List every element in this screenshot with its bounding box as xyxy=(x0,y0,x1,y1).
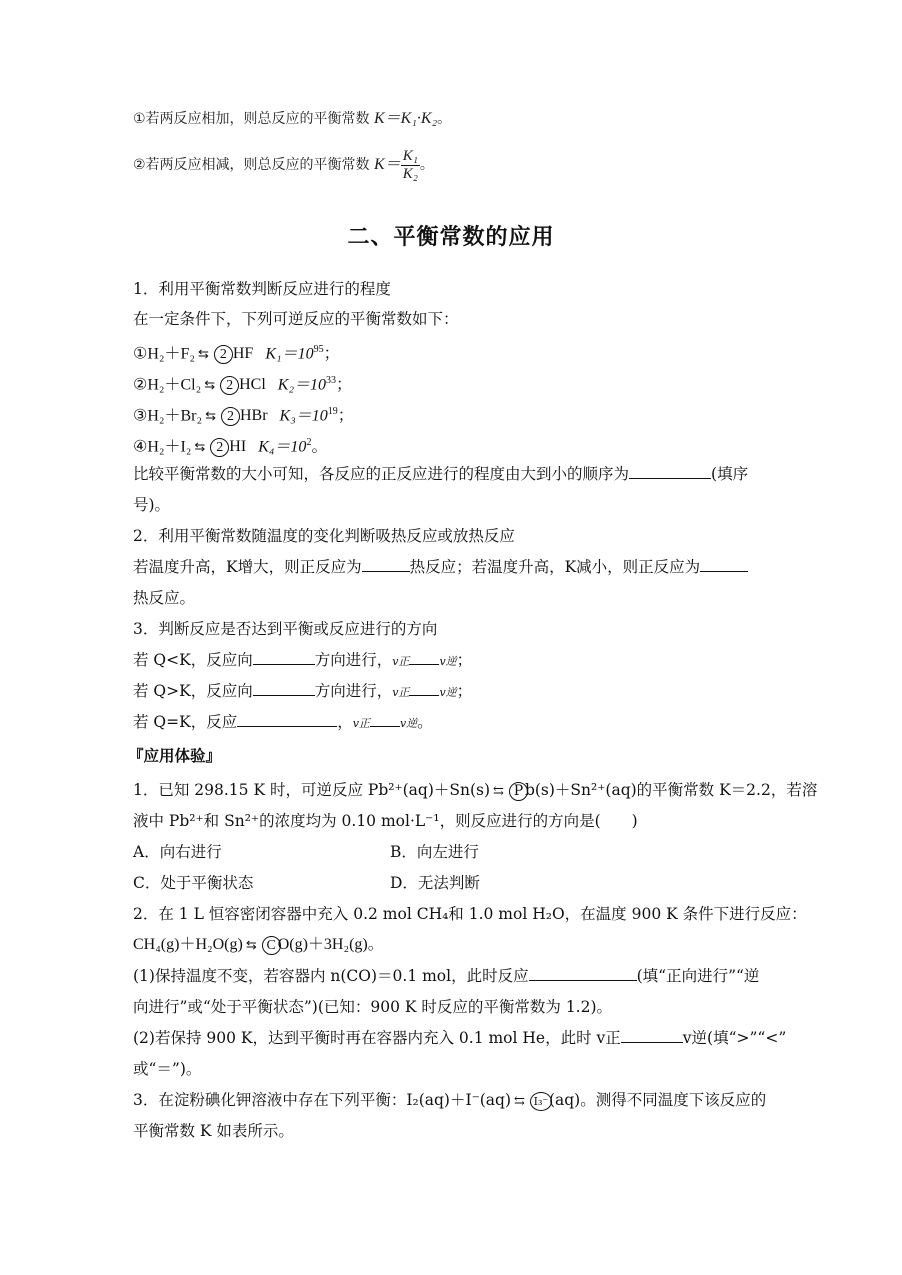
q2-sub2 xyxy=(133,1027,786,1049)
part1-question xyxy=(133,463,748,485)
part2-text-b: 热反应；若温度升高，K减小，则正反应为 xyxy=(409,558,701,576)
row-v2: v逆 xyxy=(439,686,457,699)
reaction-left: H₂＋F₂ xyxy=(147,345,195,363)
rule-2-suffix: 。 xyxy=(419,157,434,173)
reaction-num: ① xyxy=(133,345,148,363)
reaction-k: K₂＝10 xyxy=(277,376,327,394)
q2-sub1 xyxy=(133,965,759,987)
reaction-right: HCl xyxy=(239,376,266,394)
reaction-left: H₂＋I₂ xyxy=(147,438,192,456)
q3-line2: 平衡常数 K 如表所示。 xyxy=(133,1122,294,1140)
q2-eq-right: O(g)＋3H₂(g)。 xyxy=(277,936,384,953)
rule-1-formula: K＝K₁·K₂ xyxy=(374,110,438,127)
part3-row-1 xyxy=(133,649,472,673)
row-end: ； xyxy=(456,682,473,700)
rule-2-prefix: ②若两反应相减，则总反应的平衡常数 xyxy=(133,157,374,173)
part1-intro: 在一定条件下，下列可逆反应的平衡常数如下： xyxy=(133,310,459,328)
reaction-num: ② xyxy=(133,376,148,394)
q2-sub2-b: v逆(填“>”“<” xyxy=(682,1029,787,1047)
reaction-coef: 2 xyxy=(214,345,233,364)
q1-option-b[interactable]: B．向左进行 xyxy=(390,843,479,861)
reaction-right: HBr xyxy=(239,407,268,425)
rule-1 xyxy=(133,108,451,130)
answer-blank[interactable] xyxy=(237,712,337,727)
row-v1: v正 xyxy=(352,717,370,730)
part2-line2: 热反应。 xyxy=(133,589,196,607)
equilibrium-arrow-icon: ⇆ xyxy=(194,439,206,455)
reaction-exp: 19 xyxy=(327,406,338,417)
part3-heading: 3．判断反应是否达到平衡或反应进行的方向 xyxy=(133,620,438,638)
q2-sub1-b: (填“正向进行”“逆 xyxy=(636,967,760,985)
row-mid: 方向进行， xyxy=(314,682,393,700)
reaction-exp: 33 xyxy=(326,375,337,386)
equilibrium-arrow-icon: ⇆ xyxy=(245,937,257,952)
reaction-coef: 2 xyxy=(220,376,239,395)
q3-circ: I₃⁻ xyxy=(530,1092,552,1111)
part1-heading: 1．利用平衡常数判断反应进行的程度 xyxy=(133,280,391,298)
q3-line1 xyxy=(133,1089,766,1113)
q1-text-b: b(s)＋Sn²⁺(aq)的平衡常数 K＝2.2，若溶 xyxy=(524,781,818,799)
reaction-k: K₄＝10 xyxy=(258,438,307,456)
reaction-k: K₁＝10 xyxy=(265,345,314,363)
rule-2-denominator: K₂ xyxy=(402,165,418,182)
reaction-num: ③ xyxy=(133,407,148,425)
answer-blank[interactable] xyxy=(409,650,439,665)
q2-sub2-a: (2)若保持 900 K，达到平衡时再在容器内充入 0.1 mol He，此时 v正 xyxy=(133,1029,621,1047)
row-cond: 若 Q=K，反应 xyxy=(133,713,238,731)
part2-heading: 2．利用平衡常数随温度的变化判断吸热反应或放热反应 xyxy=(133,527,515,545)
reaction-coef: 2 xyxy=(221,407,240,426)
experience-heading: 『应用体验』 xyxy=(128,746,222,765)
q1-line2: 液中 Pb²⁺和 Sn²⁺的浓度均为 0.10 mol·L⁻¹，则反应进行的方向是( ) xyxy=(133,812,638,830)
q1-option-c[interactable]: C．处于平衡状态 xyxy=(133,874,254,892)
answer-blank[interactable] xyxy=(409,681,439,696)
reaction-right: HI xyxy=(229,438,247,456)
equilibrium-arrow-icon: ⇆ xyxy=(197,346,209,362)
answer-blank[interactable] xyxy=(700,557,748,572)
reaction-left: H₂＋Cl₂ xyxy=(147,376,202,394)
row-mid: ， xyxy=(337,713,353,731)
rule-1-prefix: ①若两反应相加，则总反应的平衡常数 xyxy=(133,111,374,127)
rule-2-numerator: K₁ xyxy=(402,147,418,164)
row-v1: v正 xyxy=(392,686,410,699)
answer-blank[interactable] xyxy=(529,966,637,981)
reaction-end: 。 xyxy=(311,438,328,456)
q3-text-b: (aq)。测得不同温度下该反应的 xyxy=(548,1091,767,1109)
part1-question-cont: 号)。 xyxy=(133,496,171,514)
answer-blank[interactable] xyxy=(253,650,315,665)
q3-text-a: 3．在淀粉碘化钾溶液中存在下列平衡：I₂(aq)＋I⁻(aq) xyxy=(133,1091,512,1109)
row-v1: v正 xyxy=(392,655,410,668)
answer-blank[interactable] xyxy=(362,557,410,572)
rule-1-suffix: 。 xyxy=(437,111,452,127)
reaction-4 xyxy=(133,432,327,458)
part2-text-a: 若温度升高，K增大，则正反应为 xyxy=(133,558,362,576)
row-end: 。 xyxy=(417,713,433,731)
q2-sub1-a: (1)保持温度不变，若容器内 n(CO)＝0.1 mol，此时反应 xyxy=(133,967,529,985)
q2-sub1-cont: 向进行”或“处于平衡状态”)(已知：900 K 时反应的平衡常数为 1.2)。 xyxy=(133,998,613,1016)
rule-2 xyxy=(133,146,434,184)
reaction-end: ； xyxy=(337,407,354,425)
section-title: 二、平衡常数的应用 xyxy=(347,224,555,250)
row-end: ； xyxy=(456,651,473,669)
part3-row-3 xyxy=(133,711,433,735)
q2-sub2-cont: 或“＝”)。 xyxy=(133,1060,202,1078)
part1-question-end: (填序 xyxy=(711,465,749,483)
reaction-exp: 2 xyxy=(306,437,312,448)
reaction-k: K₃＝10 xyxy=(279,407,328,425)
reaction-1 xyxy=(133,339,340,365)
reaction-3 xyxy=(133,401,354,427)
q1-line1 xyxy=(133,779,817,803)
equilibrium-arrow-icon: ⇆ xyxy=(204,377,216,393)
q2-line1: 2．在 1 L 恒容密闭容器中充入 0.2 mol CH₄和 1.0 mol H₂O，在温度 900 K 条件下进行反应： xyxy=(133,905,807,923)
equilibrium-arrow-icon: ⇆ xyxy=(514,1094,525,1109)
answer-blank[interactable] xyxy=(621,1028,683,1043)
part1-question-text: 比较平衡常数的大小可知，各反应的正反应进行的程度由大到小的顺序为 xyxy=(133,465,630,483)
q1-circ: P xyxy=(509,782,528,801)
reaction-num: ④ xyxy=(133,438,148,456)
reaction-2 xyxy=(133,370,352,396)
q1-text-a: 1．已知 298.15 K 时，可逆反应 Pb²⁺(aq)＋Sn(s) xyxy=(133,781,491,799)
q2-circ: C xyxy=(262,936,281,955)
reaction-left: H₂＋Br₂ xyxy=(147,407,203,425)
answer-blank[interactable] xyxy=(370,712,400,727)
q2-eq-left: CH₄(g)＋H₂O(g) xyxy=(133,936,243,953)
reaction-exp: 95 xyxy=(313,344,324,355)
answer-blank[interactable] xyxy=(253,681,315,696)
row-cond: 若 Q>K，反应向 xyxy=(133,682,253,700)
equilibrium-arrow-icon: ⇆ xyxy=(205,408,216,424)
q1-option-a[interactable]: A．向右进行 xyxy=(133,843,222,861)
row-v2: v逆 xyxy=(439,655,457,668)
reaction-end: ； xyxy=(323,345,340,363)
q1-option-d[interactable]: D．无法判断 xyxy=(390,874,480,892)
reaction-coef: 2 xyxy=(210,438,229,457)
part2-line1 xyxy=(133,556,748,578)
q2-line2 xyxy=(133,934,384,956)
reaction-right: HF xyxy=(232,345,254,363)
equilibrium-arrow-icon: ⇆ xyxy=(493,784,504,799)
row-v2: v逆 xyxy=(399,717,418,730)
row-mid: 方向进行， xyxy=(314,651,393,669)
answer-blank[interactable] xyxy=(629,464,711,479)
part3-row-2 xyxy=(133,680,472,704)
rule-2-lhs: K＝ xyxy=(374,156,401,173)
rule-2-fraction xyxy=(401,148,420,183)
row-cond: 若 Q<K，反应向 xyxy=(133,651,253,669)
reaction-end: ； xyxy=(336,376,353,394)
